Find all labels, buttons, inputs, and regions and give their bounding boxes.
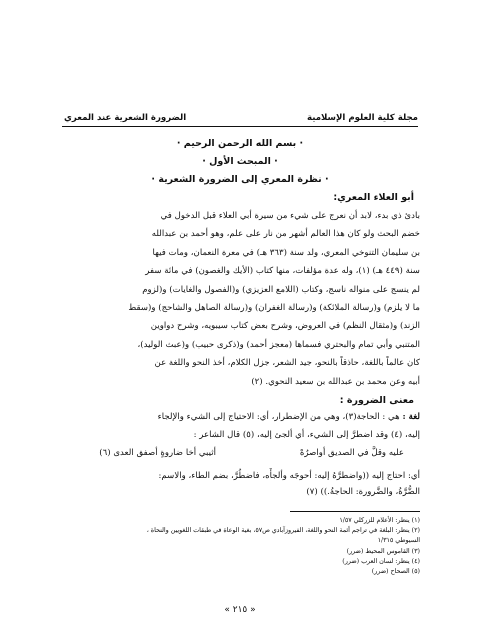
after-verse-paragraph <box>58 468 420 500</box>
text-line: ما لا يلزم) و(رسالة الملائكة) و(رسالة الغفران) و(رسالة الصاهل والشاحج) و(سقط <box>128 303 420 314</box>
footnote: السيوطي ١/٣١٥ <box>377 537 420 545</box>
biography-paragraph <box>58 207 420 391</box>
lugha-paragraph <box>58 408 420 445</box>
footnote: (٣) القاموس المحيط (ضرر) <box>346 547 420 555</box>
lugha-label: لغة : <box>402 412 420 422</box>
running-header <box>62 112 418 127</box>
text-line <box>58 408 420 426</box>
article-title: الضرورة الشعرية عند المعري <box>64 113 187 123</box>
verse-hemistich-second: أثيبي أخا ضاروةٍ أصفق العدى (٦) <box>99 448 216 458</box>
text-line: الزند) و(مثقال النظم) في العروض، وشرح بعض كتاب سيبويه، وشرح دواوين <box>150 321 420 332</box>
text-line: إليه، (٤) وقد اضطرَّ إلى الشيء، أي ألجئ إليه، (٥) قال الشاعر : <box>193 430 420 441</box>
section-heading: · المبحث الأول · <box>202 156 278 167</box>
basmala: · بسم الله الرحمن الرحيم · <box>176 138 304 149</box>
lugha-text: هي : الحاجة(٣)، وهي من الإضطرار، أي: الاحتياج إلى الشيء والإلجاء <box>157 412 400 422</box>
footnote-divider <box>290 511 420 512</box>
footnotes <box>68 516 420 577</box>
text-line: لم ينسج على منواله ناسج، وكتاب (اللامع العزيزي) و(الفصول والغايات) و(لزوم <box>142 284 420 295</box>
text-line: أبيه وعن محمد بن عبدالله بن سعيد النحوي. (٢) <box>251 376 420 387</box>
footnote: (٤) ينظر: لسان العرب (ضرر) <box>342 557 420 565</box>
abu-alaa-heading: أبو العلاء المعري: <box>333 192 414 203</box>
poetry-verse <box>62 448 412 464</box>
meaning-heading: معنى الضرورة : <box>339 395 414 406</box>
page-number: « ٢١٥ » <box>224 605 256 615</box>
text-line: بن سليمان التنوخي المعري، ولد سنة (٣٦٣ هـ) في معرة النعمان، ومات فيها <box>152 247 420 258</box>
text-line: بادئ ذي بدء، لابد أن نعرج على شيء من سيرة أبي العلاء قبل الدخول في <box>160 211 420 221</box>
text-line: كان عالماً باللغة، حاذقاً بالنحو، جيد الشعر، جزل الكلام، أخذ النحو واللغة عن <box>154 358 420 369</box>
footnote: (٥) الصحاح (ضرر) <box>371 568 420 576</box>
verse-hemistich-first: عليه وقلَّ في الصديق أواصرُهْ <box>299 448 404 458</box>
text-line: سنة (٤٤٩ هـ) (١)، وله عدة مؤلفات، منها كتاب (الأيك والغصون) في مائة سفر <box>145 266 420 277</box>
text-line: خضم البحث ولو كان هذا العالم أشهر من نار على علم، وهو أحمد بن عبدالله <box>151 229 420 240</box>
journal-name: مجلة كلية العلوم الإسلامية <box>306 113 418 123</box>
footnote: (٢) ينظر: البلغة في تراجم أئمة النحو واللغة، الفيروزآبادي ص٥٧، بغية الوعاة في طبقات اللغويين والنحاة ، <box>146 527 420 535</box>
footnote: (١) ينظر: الأعلام للزركلي ١/٥٧ <box>339 517 420 524</box>
text-line: المتنبي وأبي تمام والبحتري فسماها (معجز أحمد) و(ذكرى حبيب) و(عبث الوليد)، <box>137 339 420 350</box>
text-line: أي: احتاج إليه ((واضطرَّهُ إليه: أحوجَه وألجأَه، فاضطُرَّ، بضم الطاء، والاسم: <box>158 471 420 481</box>
section-title: · نظرة المعري إلى الضرورة الشعرية · <box>151 174 329 185</box>
text-line: الضُّرَّةُ، والضَّرورة: الحاجةُ.)) (٧) <box>306 487 420 497</box>
